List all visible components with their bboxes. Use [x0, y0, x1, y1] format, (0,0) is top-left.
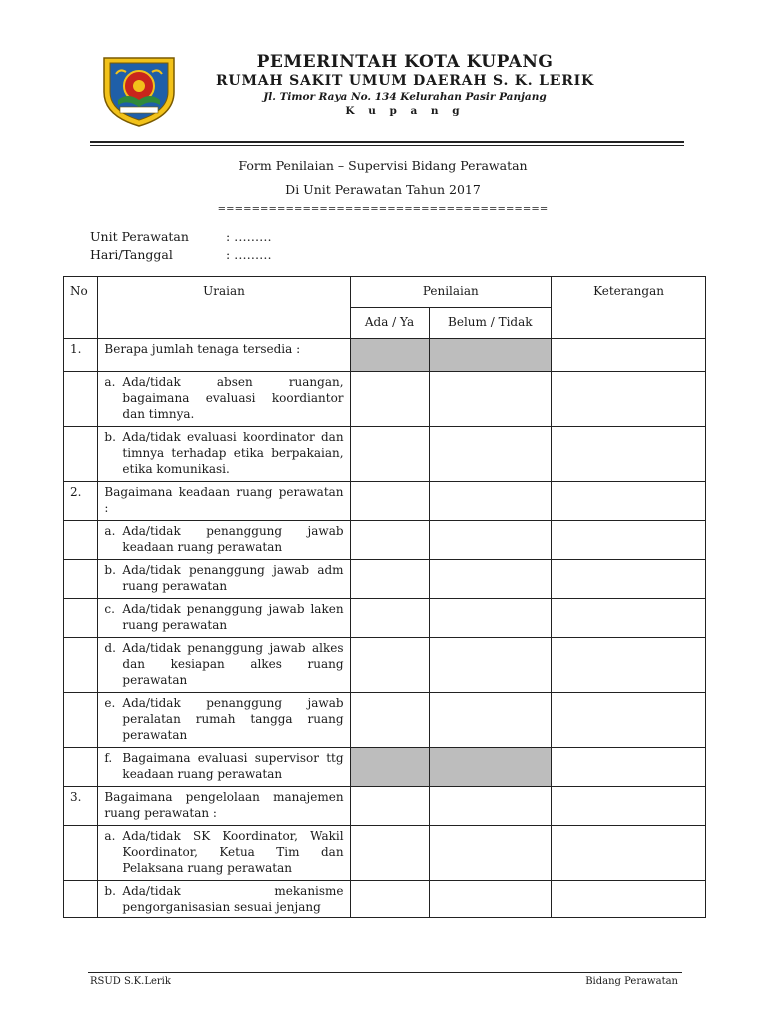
cell-ya[interactable] — [350, 638, 429, 693]
table-row — [64, 826, 706, 881]
table-row — [64, 427, 706, 482]
row-text: Bagaimana keadaan ruang perawatan : — [98, 482, 350, 521]
row-text: Berapa jumlah tenaga tersedia : — [98, 339, 350, 372]
table-row — [64, 787, 706, 826]
header-ya: Ada / Ya — [350, 308, 429, 339]
row-number: 1. — [64, 339, 98, 372]
sub-letter: c. — [104, 602, 115, 616]
header-uraian: Uraian — [98, 277, 350, 339]
cell-ya[interactable] — [350, 826, 429, 881]
cell-ya[interactable] — [350, 787, 429, 826]
cell-ya[interactable] — [350, 560, 429, 599]
form-title: Form Penilaian – Supervisi Bidang Perawatan — [238, 158, 528, 173]
sub-text: Ada/tidak penanggung jawab laken ruang perawatan — [122, 602, 344, 632]
cell-tidak — [429, 339, 552, 372]
form-meta — [90, 228, 272, 264]
form-subtitle: Di Unit Perawatan Tahun 2017 — [285, 182, 481, 197]
table-row — [64, 599, 706, 638]
cell-ya[interactable] — [350, 427, 429, 482]
table-row — [64, 881, 706, 918]
sub-letter: e. — [104, 696, 116, 710]
row-text: Bagaimana pengelolaan manajemen ruang perawatan : — [98, 787, 350, 826]
sub-letter: a. — [104, 375, 116, 389]
cell-tidak[interactable] — [429, 521, 552, 560]
cell-keterangan[interactable] — [552, 339, 706, 372]
header-tidak: Belum / Tidak — [429, 308, 552, 339]
header-no: No — [64, 277, 98, 339]
letterhead-government: PEMERINTAH KOTA KUPANG — [256, 52, 554, 72]
cell-tidak[interactable] — [429, 372, 552, 427]
sub-letter: b. — [104, 430, 116, 444]
cell-keterangan[interactable] — [552, 560, 706, 599]
sub-text: Ada/tidak mekanisme pengorganisasian sesuai jenjang — [122, 884, 344, 914]
unit-label: Unit Perawatan — [90, 229, 189, 244]
cell-keterangan[interactable] — [552, 427, 706, 482]
cell-tidak[interactable] — [429, 482, 552, 521]
cell-tidak[interactable] — [429, 599, 552, 638]
cell-tidak[interactable] — [429, 881, 552, 918]
header-keterangan: Keterangan — [552, 277, 706, 339]
cell-keterangan[interactable] — [552, 881, 706, 918]
sub-letter: a. — [104, 829, 116, 843]
sub-text: Ada/tidak SK Koordinator, Wakil Koordinator, Ketua Tim dan Pelaksana ruang perawatan — [122, 829, 344, 875]
cell-keterangan[interactable] — [552, 693, 706, 748]
table-row — [64, 748, 706, 787]
cell-keterangan[interactable] — [552, 599, 706, 638]
sub-text: Bagaimana evaluasi supervisor ttg keadaan ruang perawatan — [122, 751, 344, 781]
sub-letter: d. — [104, 641, 116, 655]
cell-ya[interactable] — [350, 372, 429, 427]
sub-letter: b. — [104, 884, 116, 898]
table-row — [64, 521, 706, 560]
letterhead-city: K u p a n g — [345, 105, 465, 117]
cell-keterangan[interactable] — [552, 482, 706, 521]
cell-keterangan[interactable] — [552, 748, 706, 787]
title-separator: ======================================= — [217, 205, 549, 215]
footer-left: RSUD S.K.Lerik — [90, 976, 171, 987]
table-row — [64, 372, 706, 427]
row-number: 3. — [64, 787, 98, 826]
sub-text: Ada/tidak absen ruangan, bagaimana evaluasi koordiantor dan timnya. — [122, 375, 344, 421]
letterhead-rule-thin — [90, 145, 684, 146]
cell-keterangan[interactable] — [552, 826, 706, 881]
cell-tidak[interactable] — [429, 826, 552, 881]
footer-right: Bidang Perawatan — [585, 976, 678, 987]
footer-rule — [88, 972, 682, 973]
cell-tidak[interactable] — [429, 693, 552, 748]
unit-value: : ……… — [226, 229, 272, 244]
cell-keterangan[interactable] — [552, 521, 706, 560]
row-number: 2. — [64, 482, 98, 521]
sub-text: Ada/tidak evaluasi koordinator dan timnya terhadap etika berpakaian, etika komunikasi. — [122, 430, 344, 476]
cell-ya[interactable] — [350, 693, 429, 748]
form-titles — [100, 157, 666, 221]
sub-letter: b. — [104, 563, 116, 577]
sub-text: Ada/tidak penanggung jawab alkes dan kesiapan alkes ruang perawatan — [122, 641, 344, 687]
sub-text: Ada/tidak penanggung jawab adm ruang perawatan — [122, 563, 344, 593]
cell-keterangan[interactable] — [552, 638, 706, 693]
cell-tidak[interactable] — [429, 638, 552, 693]
cell-tidak[interactable] — [429, 787, 552, 826]
cell-ya[interactable] — [350, 881, 429, 918]
cell-keterangan[interactable] — [552, 787, 706, 826]
cell-tidak[interactable] — [429, 427, 552, 482]
letterhead-hospital: RUMAH SAKIT UMUM DAERAH S. K. LERIK — [216, 73, 594, 89]
cell-tidak — [429, 748, 552, 787]
sub-text: Ada/tidak penanggung jawab keadaan ruang perawatan — [122, 524, 344, 554]
date-label: Hari/Tanggal — [90, 247, 173, 262]
sub-text: Ada/tidak penanggung jawab peralatan rumah tangga ruang perawatan — [122, 696, 344, 742]
city-crest-logo — [96, 52, 182, 128]
cell-tidak[interactable] — [429, 560, 552, 599]
table-row — [64, 339, 706, 372]
cell-ya[interactable] — [350, 521, 429, 560]
table-row — [64, 560, 706, 599]
letterhead-rule-thick — [90, 141, 684, 143]
cell-ya[interactable] — [350, 482, 429, 521]
cell-keterangan[interactable] — [552, 372, 706, 427]
table-row — [64, 693, 706, 748]
letterhead-address: Jl. Timor Raya No. 134 Kelurahan Pasir Panjang — [263, 91, 547, 103]
letterhead — [190, 52, 620, 118]
cell-ya[interactable] — [350, 599, 429, 638]
cell-ya — [350, 339, 429, 372]
table-row — [64, 482, 706, 521]
sub-letter: a. — [104, 524, 116, 538]
table-row — [64, 638, 706, 693]
assessment-table — [63, 276, 706, 918]
cell-ya — [350, 748, 429, 787]
sub-letter: f. — [104, 751, 113, 765]
header-penilaian: Penilaian — [350, 277, 552, 308]
date-value: : ……… — [226, 247, 272, 262]
